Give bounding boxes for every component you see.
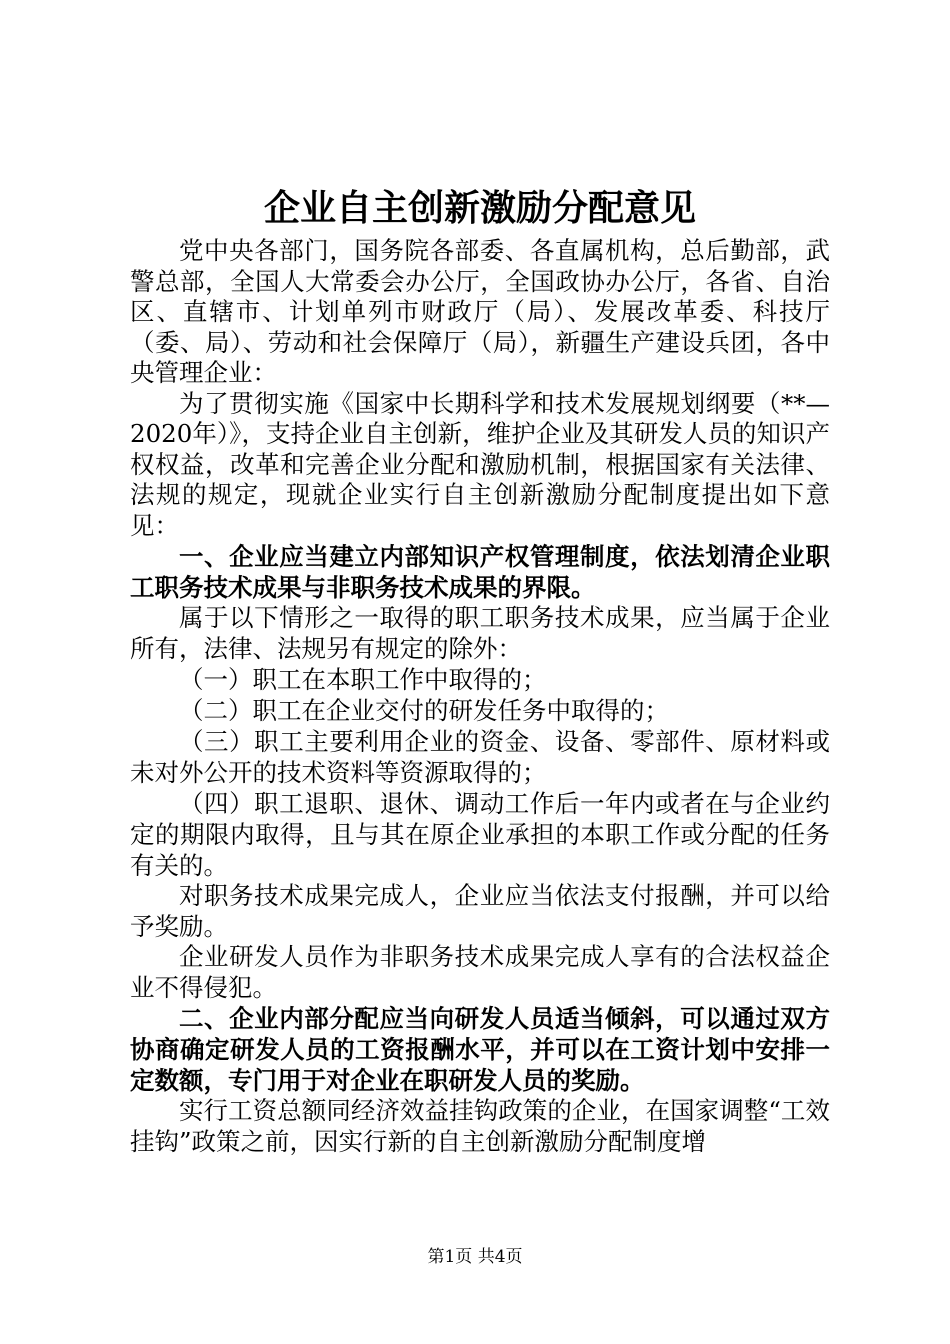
list-item-1: （一）职工在本职工作中取得的； [179, 665, 547, 694]
paragraph-addressees: 党中央各部门，国务院各部委、各直属机构，总后勤部，武警总部，全国人大常委会办公厅，全国政协办公厅，各省、自治区、直辖市、计划单列市财政厅（局）、发展改革委、科技厅（委、局）、劳动和社会保障厅（局），新疆生产建设兵团，各中央管理企业： [130, 236, 830, 387]
paragraph-purpose: 为了贯彻实施《国家中长期科学和技术发展规划纲要（**—2020年）》，支持企业自主创新，维护企业及其研发人员的知识产权权益，改革和完善企业分配和激励机制，根据国家有关法律、法规的规定，现就企业实行自主创新激励分配制度提出如下意见： [130, 388, 830, 540]
document-body [130, 180, 830, 1157]
list-item-2: （二）职工在企业交付的研发任务中取得的； [179, 696, 669, 725]
document-title: 企业自主创新激励分配意见 [263, 187, 696, 229]
paragraph-rights: 企业研发人员作为非职务技术成果完成人享有的合法权益企业不得侵犯。 [130, 942, 830, 1002]
paragraph-ownership: 属于以下情形之一取得的职工职务技术成果，应当属于企业所有，法律、法规另有规定的除外： [130, 603, 830, 663]
section-heading-2: 二、企业内部分配应当向研发人员适当倾斜，可以通过双方协商确定研发人员的工资报酬水平，并可以在工资计划中安排一定数额，专门用于对企业在职研发人员的奖励。 [130, 1004, 830, 1095]
section-heading-1: 一、企业应当建立内部知识产权管理制度，依法划清企业职工职务技术成果与非职务技术成果的界限。 [130, 542, 830, 602]
paragraph-remuneration: 对职务技术成果完成人，企业应当依法支付报酬，并可以给予奖励。 [130, 881, 830, 941]
paragraph-wage-policy: 实行工资总额同经济效益挂钩政策的企业，在国家调整“工效挂钩”政策之前，因实行新的自主创新激励分配制度增 [130, 1096, 830, 1156]
list-item-3: （三）职工主要利用企业的资金、设备、零部件、原材料或未对外公开的技术资料等资源取得的； [130, 727, 830, 787]
list-item-4: （四）职工退职、退休、调动工作后一年内或者在与企业约定的期限内取得，且与其在原企业承担的本职工作或分配的任务有关的。 [130, 789, 830, 880]
page-footer: 第1页 共4页 [427, 1247, 523, 1267]
